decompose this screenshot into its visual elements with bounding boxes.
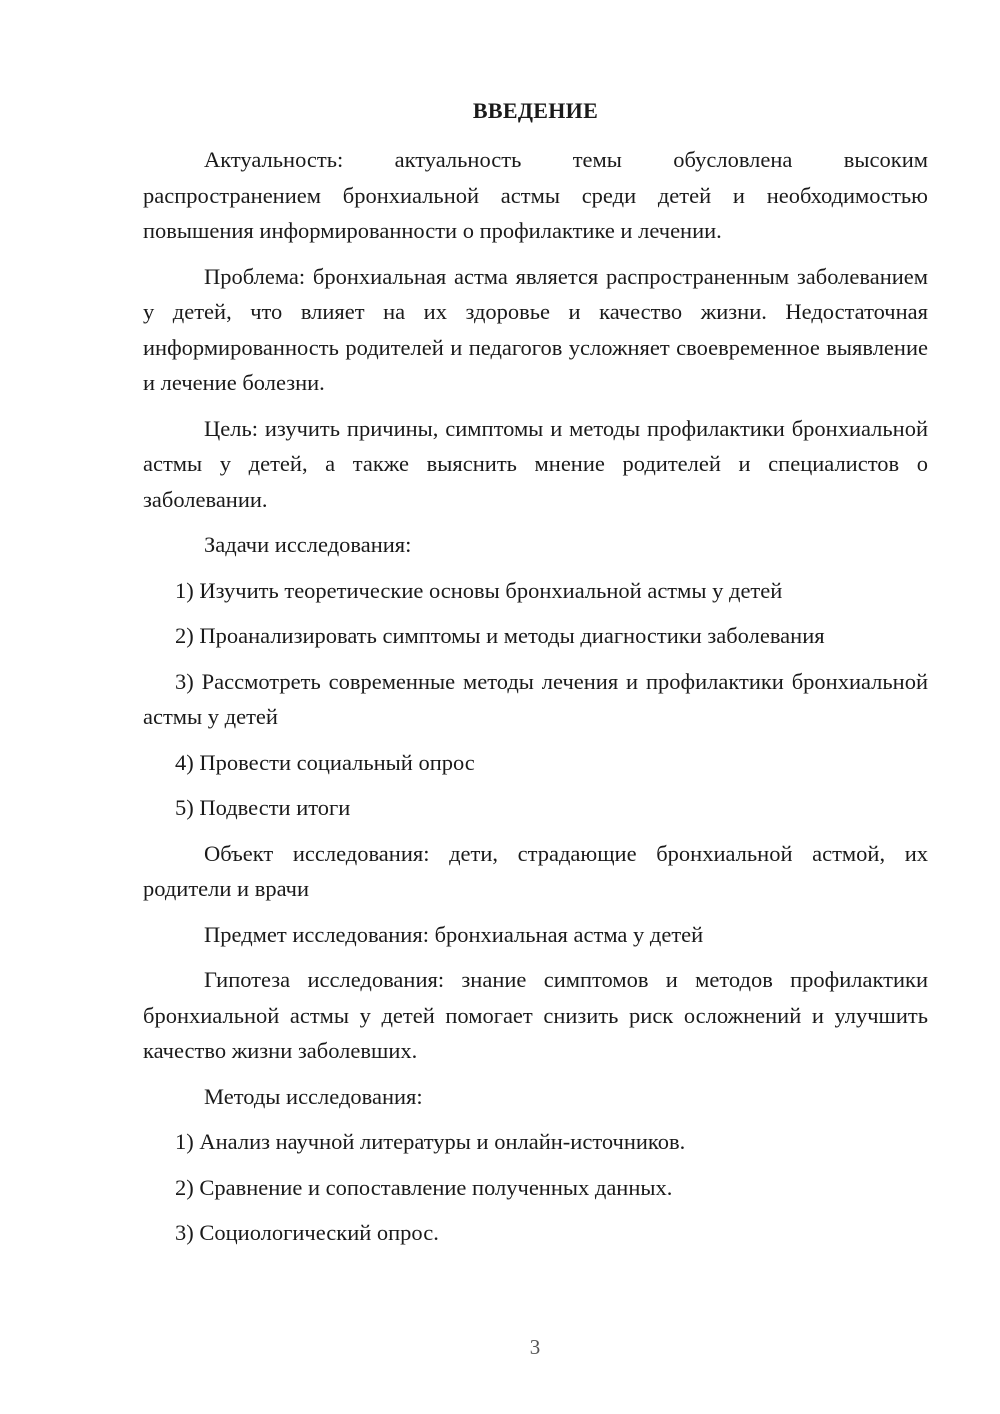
task-item-3: 3) Рассмотреть современные методы лечения и профилактики бронхиальной астмы у детей xyxy=(143,668,928,729)
task-item-5: 5) Подвести итоги xyxy=(175,795,351,820)
methods-heading: Методы исследования: xyxy=(204,1083,423,1109)
method-item-3: 3) Социологический опрос. xyxy=(175,1220,439,1245)
task-item-2: 2) Проанализировать симптомы и методы диагностики заболевания xyxy=(175,623,825,648)
page-number: 3 xyxy=(529,1335,541,1359)
page-title: ВВЕДЕНИЕ xyxy=(472,98,599,123)
goal-paragraph: Цель: изучить причины, симптомы и методы профилактики бронхиальной астмы у детей, а также выяснить мнение родителей и специалистов о заболевании. xyxy=(143,415,928,512)
method-item-1: 1) Анализ научной литературы и онлайн-источников. xyxy=(175,1129,686,1154)
task-item-4: 4) Провести социальный опрос xyxy=(175,749,475,775)
object-paragraph: Объект исследования: дети, страдающие бронхиальной астмой, их родители и врачи xyxy=(143,840,928,901)
problem-paragraph: Проблема: бронхиальная астма является распространенным заболеванием у детей, что влияет на их здоровье и качество жизни. Недостаточная информированность родителей и педагогов усложняет своевременное выявление и лечение болезни. xyxy=(143,263,928,395)
relevance-paragraph: Актуальность: актуальность темы обусловлена высоким распространением бронхиальной астмы среди детей и необходимостью повышения информированности о профилактике и лечении. xyxy=(143,147,928,243)
subject-paragraph: Предмет исследования: бронхиальная астма у детей xyxy=(204,921,704,947)
hypothesis-paragraph: Гипотеза исследования: знание симптомов и методов профилактики бронхиальной астмы у детей помогает снизить риск осложнений и улучшить качество жизни заболевших. xyxy=(143,967,928,1063)
task-item-1: 1) Изучить теоретические основы бронхиальной астмы у детей xyxy=(175,577,783,603)
method-item-2: 2) Сравнение и сопоставление полученных данных. xyxy=(175,1174,673,1200)
tasks-heading: Задачи исследования: xyxy=(204,532,412,557)
document-body xyxy=(143,142,928,1261)
